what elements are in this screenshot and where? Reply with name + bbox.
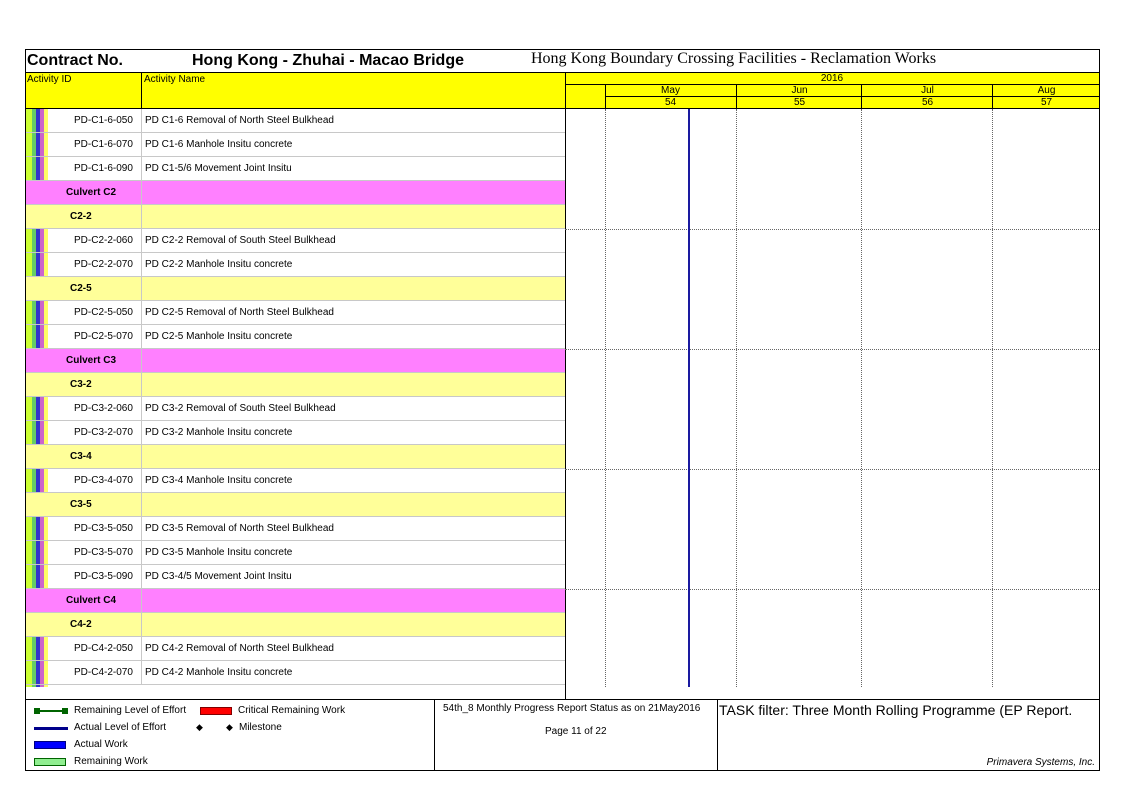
wbs-group-name: C4-2 — [70, 619, 92, 630]
wbs-subgroup-row[interactable] — [26, 277, 565, 301]
activity-id: PD-C1-6-070 — [74, 139, 133, 150]
legend-label: Remaining Work — [74, 756, 148, 767]
activity-id: PD-C2-5-050 — [74, 307, 133, 318]
timescale-month-jun — [736, 85, 862, 109]
month-number: 56 — [921, 97, 934, 108]
cell-divider — [141, 253, 142, 277]
remaining-loe-swatch-end — [34, 708, 40, 714]
activity-name: PD C1-6 Removal of North Steel Bulkhead — [145, 115, 334, 126]
milestone-icon: ◆ — [226, 722, 233, 732]
cell-divider — [141, 157, 142, 181]
gantt-gridline — [736, 109, 737, 687]
activity-id: PD-C4-2-070 — [74, 667, 133, 678]
timescale-month-jul — [861, 85, 993, 109]
filter-description: TASK filter: Three Month Rolling Programme (EP Report. — [719, 702, 1073, 718]
activity-name: PD C4-2 Removal of North Steel Bulkhead — [145, 643, 334, 654]
wbs-group-name: C2-2 — [70, 211, 92, 222]
cell-divider — [141, 469, 142, 493]
cell-divider — [141, 325, 142, 349]
month-name: Aug — [993, 85, 1100, 97]
activity-id: PD-C3-5-050 — [74, 523, 133, 534]
legend-label: Actual Level of Effort — [74, 722, 167, 733]
col-divider — [141, 73, 142, 108]
activity-row[interactable] — [26, 661, 565, 685]
wbs-subgroup-row[interactable] — [26, 493, 565, 517]
report-footer — [26, 699, 1099, 771]
month-name: Jun — [737, 85, 862, 97]
cell-divider — [141, 541, 142, 565]
cell-divider — [141, 109, 142, 133]
activity-id: PD-C4-2-050 — [74, 643, 133, 654]
cell-divider — [141, 301, 142, 325]
cell-divider — [141, 277, 142, 301]
wbs-subgroup-row[interactable] — [26, 373, 565, 397]
contract-label: Contract No. — [27, 52, 123, 69]
wbs-group-row[interactable] — [26, 181, 565, 205]
data-date-line — [688, 109, 690, 687]
activity-table — [26, 109, 565, 687]
cell-divider — [141, 517, 142, 541]
activity-name: PD C1-6 Manhole Insitu concrete — [145, 139, 293, 150]
activity-name: PD C2-5 Removal of North Steel Bulkhead — [145, 307, 334, 318]
activity-row[interactable] — [26, 325, 565, 349]
wbs-group-name: Culvert C3 — [66, 355, 117, 366]
activity-id: PD-C3-2-060 — [74, 403, 133, 414]
activity-id: PD-C3-2-070 — [74, 427, 133, 438]
activity-row[interactable] — [26, 541, 565, 565]
timescale-month-aug — [992, 85, 1100, 109]
wbs-group-name: C3-2 — [70, 379, 92, 390]
activity-name: PD C2-2 Manhole Insitu concrete — [145, 259, 293, 270]
activity-row[interactable] — [26, 397, 565, 421]
activity-name: PD C3-4/5 Movement Joint Insitu — [145, 571, 292, 582]
timescale-month-may — [605, 85, 736, 109]
activity-id: PD-C3-5-090 — [74, 571, 133, 582]
legend-label: Milestone — [239, 722, 282, 733]
activity-id: PD-C3-4-070 — [74, 475, 133, 486]
legend-label: Actual Work — [74, 739, 128, 750]
gantt-gridline — [565, 349, 1099, 350]
cell-divider — [141, 133, 142, 157]
cell-divider — [141, 637, 142, 661]
wbs-subgroup-row[interactable] — [26, 445, 565, 469]
gantt-gridline — [565, 589, 1099, 590]
footer-divider — [434, 700, 435, 771]
gantt-gridline — [605, 109, 606, 687]
month-name: Jul — [862, 85, 993, 97]
col-activity-id[interactable]: Activity ID — [27, 74, 72, 85]
activity-id: PD-C2-5-070 — [74, 331, 133, 342]
gantt-chart — [565, 109, 1099, 687]
report-status: 54th_8 Monthly Progress Report Status as on 21May2016 — [443, 703, 701, 714]
activity-id: PD-C2-2-070 — [74, 259, 133, 270]
cell-divider — [141, 565, 142, 589]
activity-id: PD-C1-6-050 — [74, 115, 133, 126]
timescale-year: 2016 — [565, 73, 1099, 85]
wbs-group-name: C2-5 — [70, 283, 92, 294]
critical-swatch — [200, 707, 232, 715]
activity-row[interactable] — [26, 157, 565, 181]
cell-divider — [141, 661, 142, 685]
timescale-month-blank — [565, 85, 606, 109]
subtitle: Hong Kong Boundary Crossing Facilities - Reclamation Works — [531, 50, 937, 67]
actual-work-swatch — [34, 741, 66, 749]
activity-row[interactable] — [26, 637, 565, 661]
wbs-subgroup-row[interactable] — [26, 205, 565, 229]
activity-id: PD-C2-2-060 — [74, 235, 133, 246]
gantt-gridline — [861, 109, 862, 687]
activity-row[interactable] — [26, 301, 565, 325]
activity-row[interactable] — [26, 109, 565, 133]
cell-divider — [141, 613, 142, 637]
activity-name: PD C1-5/6 Movement Joint Insitu — [145, 163, 292, 174]
gantt-gridline — [992, 109, 993, 687]
cell-divider — [141, 373, 142, 397]
activity-row[interactable] — [26, 229, 565, 253]
activity-row[interactable] — [26, 517, 565, 541]
activity-name: PD C3-5 Removal of North Steel Bulkhead — [145, 523, 334, 534]
legend-label: Critical Remaining Work — [238, 705, 346, 716]
cell-divider — [141, 397, 142, 421]
wbs-subgroup-row[interactable] — [26, 613, 565, 637]
activity-name: PD C2-2 Removal of South Steel Bulkhead — [145, 235, 336, 246]
wbs-group-row[interactable] — [26, 589, 565, 613]
wbs-group-name: C3-5 — [70, 499, 92, 510]
cell-divider — [141, 205, 142, 229]
col-activity-name[interactable]: Activity Name — [144, 74, 206, 85]
legend-label: Remaining Level of Effort — [74, 705, 187, 716]
activity-name: PD C3-4 Manhole Insitu concrete — [145, 475, 293, 486]
activity-row[interactable] — [26, 253, 565, 277]
month-number: 57 — [1040, 97, 1053, 108]
activity-id: PD-C3-5-070 — [74, 547, 133, 558]
activity-row[interactable] — [26, 421, 565, 445]
activity-name: PD C3-2 Manhole Insitu concrete — [145, 427, 293, 438]
cell-divider — [141, 421, 142, 445]
month-name: May — [605, 85, 736, 97]
cell-divider — [141, 229, 142, 253]
cell-divider — [141, 181, 142, 205]
gantt-gridline — [565, 229, 1099, 230]
wbs-group-row[interactable] — [26, 349, 565, 373]
wbs-group-name: Culvert C2 — [66, 187, 117, 198]
wbs-group-name: Culvert C4 — [66, 595, 117, 606]
activity-name: PD C3-2 Removal of South Steel Bulkhead — [145, 403, 336, 414]
cell-divider — [141, 493, 142, 517]
remaining-work-swatch — [34, 758, 66, 766]
column-header — [26, 72, 1099, 109]
actual-loe-swatch — [34, 727, 68, 730]
activity-row[interactable] — [26, 133, 565, 157]
project-title: Hong Kong - Zhuhai - Macao Bridge — [192, 52, 464, 69]
footer-divider — [717, 700, 718, 771]
page-number: Page 11 of 22 — [545, 726, 607, 737]
activity-row[interactable] — [26, 565, 565, 589]
activity-name: PD C3-5 Manhole Insitu concrete — [145, 547, 293, 558]
cell-divider — [141, 589, 142, 613]
gantt-gridline — [565, 469, 1099, 470]
milestone-icon: ◆ — [196, 722, 203, 732]
vendor-credit: Primavera Systems, Inc. — [986, 757, 1095, 768]
activity-row[interactable] — [26, 469, 565, 493]
activity-id: PD-C1-6-090 — [74, 163, 133, 174]
cell-divider — [141, 445, 142, 469]
wbs-group-name: C3-4 — [70, 451, 92, 462]
month-number: 55 — [793, 97, 806, 108]
cell-divider — [141, 349, 142, 373]
activity-name: PD C2-5 Manhole Insitu concrete — [145, 331, 293, 342]
report-frame — [25, 49, 1100, 771]
remaining-loe-swatch-end — [62, 708, 68, 714]
title-row — [26, 50, 1099, 70]
activity-name: PD C4-2 Manhole Insitu concrete — [145, 667, 293, 678]
month-number: 54 — [664, 97, 677, 108]
